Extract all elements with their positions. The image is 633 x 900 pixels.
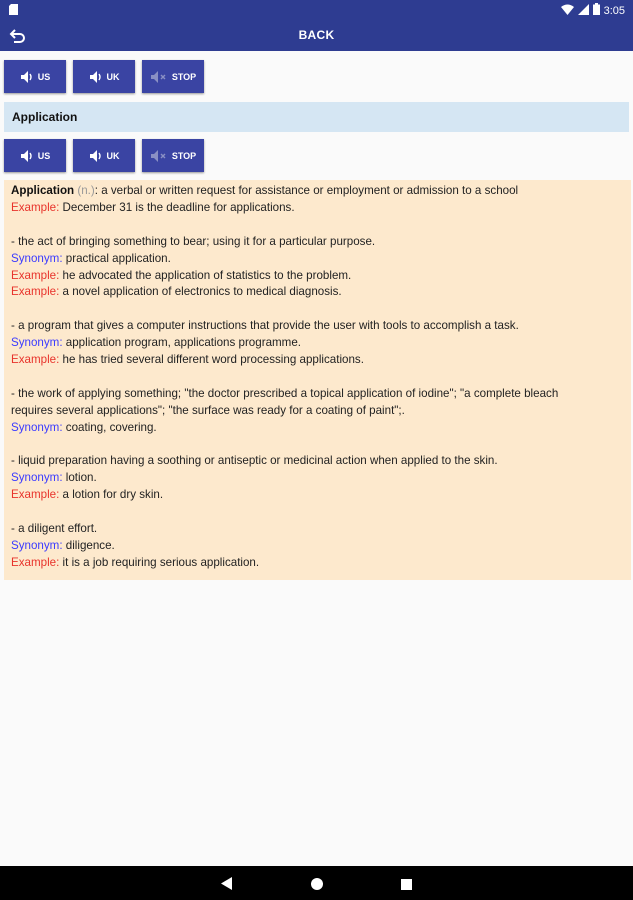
stop-button[interactable]: STOP [142,139,204,172]
example-text: he has tried several different word processing applications. [59,353,364,367]
headword: Application [11,184,75,197]
synonym-text: practical application. [62,251,171,265]
synonym-label: Synonym: [11,336,63,350]
definition-panel [4,180,631,580]
example-label: Example: [11,268,60,282]
definition-line [11,183,625,200]
sense-definition: - a diligent effort. [11,522,98,536]
stop-button[interactable]: STOP [142,60,204,93]
play-uk-button[interactable]: UK [73,139,135,172]
speaker-icon [20,149,34,163]
synonym-label: Synonym: [11,471,63,485]
speaker-icon [89,70,103,84]
system-nav-bar [0,866,633,900]
back-title[interactable]: BACK [298,28,335,42]
example-text: he advocated the application of statistics to the problem. [59,268,352,282]
example-line [11,352,625,369]
nav-home-icon[interactable] [311,877,323,895]
example-label: Example: [11,353,60,367]
definition-text: : a verbal or written request for assistance or employment or admission to a school [94,184,519,197]
speaker-icon [20,70,34,84]
example-text: December 31 is the deadline for applications. [59,200,295,214]
speaker-icon [89,149,103,163]
sense-definition: - liquid preparation having a soothing or antiseptic or medicinal action when applied to the skin. [11,454,498,468]
example-label: Example: [11,555,60,569]
example-label: Example: [11,488,60,502]
app-bar [0,20,633,51]
status-bar [0,0,633,20]
status-time: 3:05 [603,4,625,17]
word-header [4,102,629,132]
mute-icon [150,70,168,84]
nav-back-icon[interactable] [221,877,233,895]
synonym-line [11,420,625,437]
mute-icon [150,149,168,163]
synonym-label: Synonym: [11,538,63,552]
example-text: a lotion for dry skin. [59,488,164,502]
synonym-text: coating, covering. [62,420,157,434]
example-line [11,487,625,504]
sense-definition: - the act of bringing something to bear; using it for a particular purpose. [11,234,376,248]
synonym-text: diligence. [62,538,115,552]
nav-recents-icon[interactable] [401,877,412,895]
example-line [11,555,625,572]
example-text: it is a job requiring serious application. [59,555,260,569]
word-title: Application [12,110,78,124]
play-us-button[interactable]: US [4,139,66,172]
wifi-icon [561,4,574,18]
synonym-label: Synonym: [11,251,63,265]
synonym-line [11,538,625,555]
sense-definition: - a program that gives a computer instructions that provide the user with tools to accomplish a task. [11,319,519,333]
example-line [11,268,625,285]
example-text: a novel application of electronics to medical diagnosis. [59,285,342,299]
synonym-line [11,251,625,268]
synonym-line [11,335,625,352]
sense-definition: - the work of applying something; "the doctor prescribed a topical application of iodine"; "a complete bleach [11,386,559,400]
example-line [11,284,625,301]
sense-definition-cont: requires several applications"; "the surface was ready for a coating of paint";. [11,403,405,417]
synonym-label: Synonym: [11,420,63,434]
synonym-line [11,470,625,487]
example-line [11,200,625,217]
example-label: Example: [11,285,60,299]
synonym-text: lotion. [62,471,97,485]
signal-icon [578,4,589,18]
audio-button-row-word [4,139,204,172]
play-uk-button[interactable]: UK [73,60,135,93]
example-label: Example: [11,200,60,214]
battery-icon [593,3,600,18]
synonym-text: application program, applications programme. [62,336,301,350]
audio-button-row-top [4,60,204,93]
part-of-speech: (n.) [77,184,95,197]
sd-card-icon [9,4,18,18]
play-us-button[interactable]: US [4,60,66,93]
